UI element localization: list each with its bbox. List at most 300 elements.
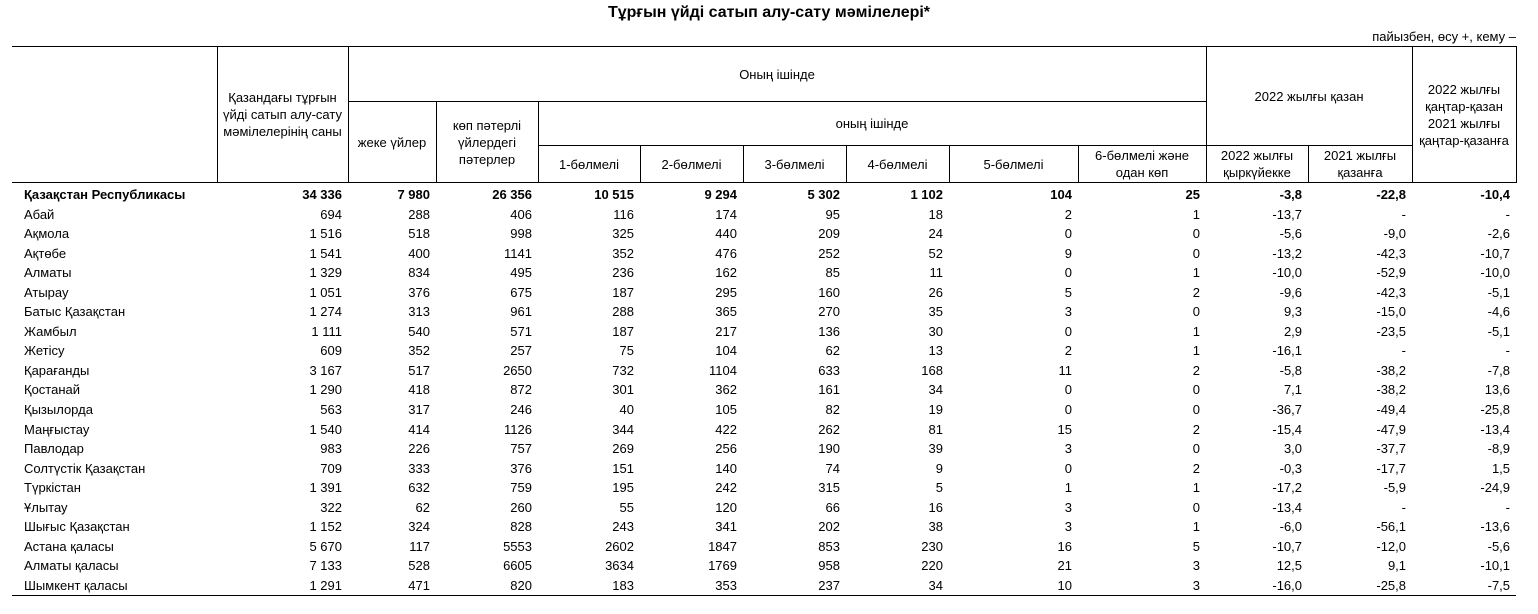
value-cell-r6: 0 — [1192, 226, 1201, 242]
value-cell-r6: 1 — [1192, 519, 1201, 535]
table-row — [12, 302, 1516, 322]
value-cell-vs-oct: -52,9 — [1376, 265, 1407, 281]
value-cell-r6: 0 — [1192, 382, 1201, 398]
value-cell-private: 352 — [408, 343, 430, 359]
value-cell-r2: 362 — [715, 382, 737, 398]
header-region — [12, 47, 217, 183]
value-cell-r2: 140 — [715, 460, 737, 476]
value-cell-r3: 190 — [818, 441, 840, 457]
value-cell-r4: 81 — [928, 421, 943, 437]
value-cell-private: 313 — [408, 304, 430, 320]
region-name-cell: Қызылорда — [24, 402, 93, 418]
value-cell-r5: 0 — [1064, 382, 1072, 398]
value-cell-ytd: -7,8 — [1487, 362, 1511, 378]
table-row — [12, 183, 1516, 205]
table-row — [12, 283, 1516, 303]
value-cell-total: 1 274 — [309, 304, 342, 320]
value-cell-private: 418 — [408, 382, 430, 398]
value-cell-r1: 2602 — [605, 538, 634, 554]
value-cell-apartments: 2650 — [503, 362, 532, 378]
value-cell-apartments: 872 — [510, 382, 532, 398]
value-cell-r2: 217 — [715, 323, 737, 339]
table-row — [12, 380, 1516, 400]
value-cell-r6: 2 — [1192, 460, 1201, 476]
value-cell-vs-sep: -17,2 — [1272, 480, 1303, 496]
value-cell-vs-oct: - — [1401, 499, 1407, 515]
value-cell-r3: 160 — [818, 284, 840, 300]
header-ytd: 2022 жылғы қаңтар-қазан 2021 жылғы қаңтар-қазанға — [1412, 47, 1516, 183]
value-cell-total: 34 336 — [302, 187, 342, 202]
value-cell-r6: 0 — [1192, 499, 1201, 515]
value-cell-r1: 187 — [612, 323, 634, 339]
region-name-cell: Ақмола — [24, 226, 70, 242]
value-cell-r1: 243 — [612, 519, 634, 535]
value-cell-vs-oct: -15,0 — [1376, 304, 1407, 320]
value-cell-vs-oct: -23,5 — [1376, 323, 1407, 339]
value-cell-r5: 1 — [1064, 480, 1072, 496]
region-name-cell: Қазақстан Республикасы — [24, 187, 186, 202]
table-row — [12, 244, 1516, 264]
value-cell-r3: 82 — [825, 402, 840, 418]
value-cell-r2: 120 — [715, 499, 737, 515]
value-cell-ytd: -10,7 — [1480, 245, 1511, 261]
table-row — [12, 537, 1516, 557]
value-cell-vs-oct: 9,1 — [1387, 558, 1407, 574]
value-cell-r1: 352 — [612, 245, 634, 261]
value-cell-ytd: -4,6 — [1487, 304, 1511, 320]
value-cell-vs-oct: -17,7 — [1376, 460, 1407, 476]
value-cell-total: 1 516 — [309, 226, 342, 242]
value-cell-total: 983 — [320, 441, 342, 457]
value-cell-total: 3 167 — [309, 362, 342, 378]
value-cell-vs-oct: -56,1 — [1376, 519, 1407, 535]
value-cell-vs-sep: -16,0 — [1206, 576, 1308, 596]
region-name-cell: Алматы қаласы — [24, 558, 119, 574]
value-cell-private: 333 — [408, 460, 430, 476]
value-cell-total: 709 — [320, 460, 342, 476]
region-name-cell: Шығыс Қазақстан — [24, 519, 130, 535]
value-cell-ytd: -10,0 — [1480, 265, 1511, 281]
transactions-table — [12, 46, 1517, 596]
value-cell-r5: 0 — [1064, 226, 1072, 242]
value-cell-ytd: -13,4 — [1480, 421, 1511, 437]
value-cell-r1: 151 — [612, 460, 634, 476]
value-cell-vs-oct: -37,7 — [1376, 441, 1407, 457]
value-cell-private: 400 — [408, 245, 430, 261]
value-cell-ytd: -5,1 — [1487, 284, 1511, 300]
region-name-cell: Ақтөбе — [24, 245, 67, 261]
value-cell-vs-sep: -13,4 — [1272, 499, 1303, 515]
region-name-cell: Абай — [24, 206, 55, 222]
value-cell-r3: 270 — [818, 304, 840, 320]
value-cell-apartments: 820 — [436, 576, 538, 596]
value-cell-r6: 2 — [1192, 284, 1201, 300]
value-cell-apartments: 260 — [510, 499, 532, 515]
value-cell-r1: 187 — [612, 284, 634, 300]
value-cell-apartments: 1126 — [504, 421, 532, 437]
header-room2: 2-бөлмелі — [640, 146, 743, 183]
value-cell-r3: 95 — [825, 206, 840, 222]
value-cell-r6: 0 — [1192, 304, 1201, 320]
region-name-cell: Қарағанды — [24, 362, 90, 378]
value-cell-r5: 0 — [1064, 402, 1072, 418]
value-cell-ytd: -8,9 — [1487, 441, 1511, 457]
header-apartments: көп пәтерлі үйлердегі пәтерлер — [436, 102, 538, 183]
value-cell-r1: 10 515 — [594, 187, 634, 202]
value-cell-vs-oct: - — [1401, 206, 1407, 222]
table-body — [12, 183, 1516, 596]
value-cell-ytd: - — [1505, 499, 1511, 515]
value-cell-r3: 262 — [818, 421, 840, 437]
value-cell-r2: 104 — [715, 343, 737, 359]
value-cell-r4: 230 — [921, 538, 943, 554]
value-cell-r3: 66 — [825, 499, 840, 515]
value-cell-total: 7 133 — [309, 558, 342, 574]
value-cell-vs-sep: -10,0 — [1272, 265, 1303, 281]
value-cell-total: 5 670 — [309, 538, 342, 554]
value-cell-r6: 1 — [1192, 323, 1201, 339]
value-cell-r4: 38 — [928, 519, 943, 535]
table-row — [12, 498, 1516, 518]
value-cell-r4: 19 — [928, 402, 943, 418]
value-cell-private: 324 — [408, 519, 430, 535]
table-row — [12, 263, 1516, 283]
value-cell-r4: 30 — [928, 323, 943, 339]
value-cell-vs-sep: 7,1 — [1283, 382, 1303, 398]
value-cell-total: 1 391 — [309, 480, 342, 496]
value-cell-r2: 440 — [715, 226, 737, 242]
value-cell-apartments: 6605 — [503, 558, 532, 574]
value-cell-r1: 195 — [612, 480, 634, 496]
value-cell-total: 694 — [320, 206, 342, 222]
value-cell-r5: 0 — [1064, 323, 1072, 339]
value-cell-vs-sep: -13,2 — [1272, 245, 1303, 261]
value-cell-r5: 3 — [1064, 519, 1072, 535]
value-cell-apartments: 257 — [510, 343, 532, 359]
region-name-cell: Алматы — [24, 265, 72, 281]
value-cell-ytd: -25,8 — [1480, 402, 1511, 418]
table-row — [12, 459, 1516, 479]
header-room4: 4-бөлмелі — [846, 146, 949, 183]
value-cell-r1: 55 — [619, 499, 634, 515]
value-cell-r5: 3 — [1064, 441, 1072, 457]
header-room5: 5-бөлмелі — [949, 146, 1078, 183]
value-cell-private: 834 — [408, 265, 430, 281]
value-cell-vs-oct: -42,3 — [1376, 245, 1407, 261]
value-cell-r3: 161 — [818, 382, 840, 398]
value-cell-r6: 5 — [1192, 538, 1201, 554]
value-cell-r3: 252 — [818, 245, 840, 261]
value-cell-r4: 18 — [928, 206, 943, 222]
value-cell-r4: 24 — [928, 226, 943, 242]
value-cell-r3: 633 — [818, 362, 840, 378]
value-cell-r5: 16 — [1057, 538, 1072, 554]
value-cell-apartments: 757 — [510, 441, 532, 457]
value-cell-apartments: 961 — [510, 304, 532, 320]
value-cell-private: 117 — [409, 538, 430, 554]
value-cell-r1: 236 — [612, 265, 634, 281]
header-oct2022: 2022 жылғы қазан — [1206, 47, 1412, 146]
value-cell-r2: 256 — [715, 441, 737, 457]
value-cell-r5: 0 — [1064, 460, 1072, 476]
table-row — [12, 224, 1516, 244]
value-cell-private: 376 — [408, 284, 430, 300]
value-cell-apartments: 406 — [510, 206, 532, 222]
value-cell-vs-sep: 12,5 — [1276, 558, 1303, 574]
value-cell-vs-sep: -16,1 — [1272, 343, 1303, 359]
value-cell-r6: 1 — [1192, 206, 1201, 222]
value-cell-private: 288 — [408, 206, 430, 222]
value-cell-r5: 9 — [1064, 245, 1072, 261]
value-cell-apartments: 998 — [510, 226, 532, 242]
value-cell-r4: 34 — [928, 382, 943, 398]
value-cell-r6: 1 — [1192, 480, 1201, 496]
value-cell-r3: 74 — [825, 460, 840, 476]
header-of-which: Оның ішінде — [348, 47, 1206, 102]
value-cell-ytd: -10,4 — [1480, 187, 1511, 202]
region-name-cell: Маңғыстау — [24, 421, 90, 437]
value-cell-r1: 344 — [612, 421, 634, 437]
value-cell-r3: 5 302 — [807, 187, 840, 202]
region-name-cell: Солтүстік Қазақстан — [24, 460, 146, 476]
table-header — [12, 47, 1516, 183]
value-cell-vs-sep: 2,9 — [1283, 323, 1303, 339]
value-cell-apartments: 376 — [510, 460, 532, 476]
value-cell-r1: 269 — [612, 441, 634, 457]
value-cell-r5: 0 — [1064, 265, 1072, 281]
value-cell-r5: 3 — [1064, 304, 1072, 320]
header-room6: 6-бөлмелі және одан көп — [1078, 146, 1206, 183]
header-vs-sep2022: 2022 жылғы қыркүйекке — [1206, 146, 1308, 183]
value-cell-vs-sep: -9,6 — [1279, 284, 1303, 300]
header-private-houses: жеке үйлер — [348, 102, 436, 183]
value-cell-r5: 3 — [1064, 499, 1072, 515]
value-cell-apartments: 828 — [510, 519, 532, 535]
table-row — [12, 439, 1516, 459]
value-cell-r5: 15 — [1057, 421, 1072, 437]
value-cell-r1: 40 — [619, 402, 634, 418]
value-cell-r4: 168 — [921, 362, 943, 378]
value-cell-r2: 295 — [715, 284, 737, 300]
value-cell-r1: 183 — [538, 576, 640, 596]
value-cell-r1: 732 — [612, 362, 634, 378]
page-title: Тұрғын үйді сатып алу-сату мәмілелері* — [607, 4, 931, 21]
value-cell-vs-oct: -25,8 — [1308, 576, 1412, 596]
value-cell-r2: 174 — [715, 206, 737, 222]
value-cell-apartments: 1141 — [504, 245, 532, 261]
value-cell-vs-oct: -49,4 — [1376, 402, 1407, 418]
value-cell-private: 540 — [408, 323, 430, 339]
value-cell-total: 1 051 — [309, 284, 342, 300]
region-name-cell: Батыс Қазақстан — [24, 304, 126, 320]
value-cell-ytd: -5,1 — [1487, 323, 1511, 339]
value-cell-r4: 5 — [935, 480, 943, 496]
region-name-cell: Жетісу — [24, 343, 65, 359]
value-cell-r1: 301 — [612, 382, 634, 398]
value-cell-r1: 116 — [613, 206, 634, 222]
value-cell-r3: 85 — [825, 265, 840, 281]
value-cell-ytd: -13,6 — [1480, 519, 1511, 535]
value-cell-vs-sep: -36,7 — [1272, 402, 1303, 418]
value-cell-r5: 2 — [1064, 343, 1072, 359]
region-name-cell: Қостанай — [24, 382, 81, 398]
value-cell-r3: 209 — [818, 226, 840, 242]
value-cell-apartments: 26 356 — [492, 187, 532, 202]
value-cell-private: 317 — [408, 402, 430, 418]
value-cell-total: 1 290 — [309, 382, 342, 398]
region-name-cell: Астана қаласы — [24, 538, 114, 554]
region-name-cell: Шымкент қаласы — [12, 576, 217, 596]
value-cell-r6: 1 — [1192, 343, 1201, 359]
table-row — [12, 576, 1516, 596]
value-cell-r5: 5 — [1064, 284, 1072, 300]
region-name-cell: Жамбыл — [24, 323, 77, 339]
value-cell-r1: 288 — [612, 304, 634, 320]
value-cell-total: 1 152 — [309, 519, 342, 535]
value-cell-r1: 325 — [612, 226, 634, 242]
value-cell-vs-sep: -15,4 — [1272, 421, 1303, 437]
value-cell-r4: 11 — [929, 265, 943, 281]
value-cell-r2: 242 — [715, 480, 737, 496]
value-cell-private: 471 — [348, 576, 436, 596]
value-cell-total: 322 — [320, 499, 342, 515]
value-cell-r6: 2 — [1192, 421, 1201, 437]
value-cell-r4: 35 — [928, 304, 943, 320]
value-cell-private: 226 — [408, 441, 430, 457]
value-cell-apartments: 759 — [510, 480, 532, 496]
value-cell-r6: 2 — [1192, 362, 1201, 378]
value-cell-vs-sep: 3,0 — [1283, 441, 1303, 457]
value-cell-vs-oct: -38,2 — [1376, 362, 1407, 378]
value-cell-ytd: -5,6 — [1487, 538, 1511, 554]
value-cell-vs-oct: -22,8 — [1376, 187, 1407, 202]
table-row — [12, 517, 1516, 537]
value-cell-vs-oct: -12,0 — [1376, 538, 1407, 554]
value-cell-ytd: 1,5 — [1491, 460, 1511, 476]
value-cell-vs-oct: -42,3 — [1376, 284, 1407, 300]
value-cell-ytd: 13,6 — [1484, 382, 1511, 398]
value-cell-private: 518 — [408, 226, 430, 242]
value-cell-vs-oct: -38,2 — [1376, 382, 1407, 398]
value-cell-r4: 16 — [928, 499, 943, 515]
value-cell-r4: 39 — [928, 441, 943, 457]
value-cell-r6: 1 — [1192, 265, 1201, 281]
value-cell-apartments: 675 — [510, 284, 532, 300]
value-cell-vs-oct: -5,9 — [1383, 480, 1407, 496]
value-cell-r2: 9 294 — [704, 187, 737, 202]
value-cell-private: 7 980 — [397, 187, 430, 202]
value-cell-r4: 1 102 — [910, 187, 943, 202]
value-cell-ytd: -7,5 — [1412, 576, 1516, 596]
value-cell-total: 563 — [320, 402, 342, 418]
value-cell-vs-sep: -13,7 — [1272, 206, 1303, 222]
value-cell-r4: 13 — [928, 343, 943, 359]
value-cell-r5: 21 — [1057, 558, 1072, 574]
header-room3: 3-бөлмелі — [743, 146, 846, 183]
header-room1: 1-бөлмелі — [538, 146, 640, 183]
value-cell-vs-sep: -3,8 — [1279, 187, 1303, 202]
value-cell-r4: 220 — [921, 558, 943, 574]
value-cell-vs-sep: -10,7 — [1272, 538, 1303, 554]
value-cell-r4: 26 — [928, 284, 943, 300]
value-cell-total: 1 540 — [309, 421, 342, 437]
value-cell-ytd: - — [1505, 343, 1511, 359]
value-cell-vs-oct: -9,0 — [1383, 226, 1407, 242]
value-cell-private: 414 — [408, 421, 430, 437]
value-cell-r2: 162 — [715, 265, 737, 281]
value-cell-private: 632 — [408, 480, 430, 496]
value-cell-apartments: 571 — [510, 323, 532, 339]
value-cell-r6: 25 — [1185, 187, 1201, 202]
value-cell-r3: 62 — [825, 343, 840, 359]
value-cell-r4: 52 — [928, 245, 943, 261]
unit-note: пайызбен, өсу +, кему – — [1372, 29, 1516, 44]
value-cell-ytd: -2,6 — [1487, 226, 1511, 242]
table-row — [12, 400, 1516, 420]
value-cell-r6: 0 — [1192, 402, 1201, 418]
value-cell-r6: 3 — [1078, 576, 1206, 596]
value-cell-r4: 34 — [846, 576, 949, 596]
value-cell-vs-sep: -5,8 — [1279, 362, 1303, 378]
value-cell-r6: 0 — [1192, 441, 1201, 457]
header-vs-oct2021: 2021 жылғы қазанға — [1308, 146, 1412, 183]
value-cell-r3: 237 — [743, 576, 846, 596]
value-cell-r2: 1847 — [708, 538, 737, 554]
value-cell-r2: 105 — [715, 402, 737, 418]
table-row — [12, 205, 1516, 225]
value-cell-ytd: - — [1505, 206, 1511, 222]
table-row — [12, 322, 1516, 342]
value-cell-private: 62 — [415, 499, 430, 515]
value-cell-r3: 958 — [818, 558, 840, 574]
value-cell-ytd: -10,1 — [1480, 558, 1511, 574]
value-cell-r5: 11 — [1058, 362, 1072, 378]
header-of-which-rooms: оның ішінде — [538, 102, 1206, 146]
region-name-cell: Павлодар — [24, 441, 84, 457]
value-cell-r3: 853 — [818, 538, 840, 554]
value-cell-total: 1 541 — [309, 245, 342, 261]
value-cell-r2: 422 — [715, 421, 737, 437]
value-cell-private: 517 — [408, 362, 430, 378]
value-cell-r2: 341 — [715, 519, 737, 535]
value-cell-total: 1 329 — [309, 265, 342, 281]
value-cell-r3: 202 — [818, 519, 840, 535]
value-cell-r2: 353 — [640, 576, 743, 596]
table-row — [12, 341, 1516, 361]
value-cell-apartments: 495 — [510, 265, 532, 281]
value-cell-r5: 10 — [949, 576, 1078, 596]
value-cell-total: 1 111 — [311, 323, 342, 339]
region-name-cell: Ұлытау — [24, 499, 68, 515]
value-cell-r2: 1104 — [709, 362, 737, 378]
value-cell-total: 1 291 — [217, 576, 348, 596]
value-cell-r3: 136 — [818, 323, 840, 339]
value-cell-vs-sep: 9,3 — [1283, 304, 1303, 320]
value-cell-r5: 104 — [1050, 187, 1072, 202]
value-cell-total: 609 — [320, 343, 342, 359]
value-cell-r1: 3634 — [605, 558, 634, 574]
value-cell-vs-sep: -5,6 — [1279, 226, 1303, 242]
value-cell-apartments: 246 — [510, 402, 532, 418]
value-cell-r4: 9 — [935, 460, 943, 476]
value-cell-vs-oct: - — [1401, 343, 1407, 359]
table-row — [12, 478, 1516, 498]
value-cell-r2: 476 — [715, 245, 737, 261]
value-cell-ytd: -24,9 — [1480, 480, 1511, 496]
table-row — [12, 361, 1516, 381]
header-total: Қазандағы тұрғын үйді сатып алу-сату мәмілелерінің саны — [217, 47, 348, 183]
value-cell-r6: 0 — [1192, 245, 1201, 261]
